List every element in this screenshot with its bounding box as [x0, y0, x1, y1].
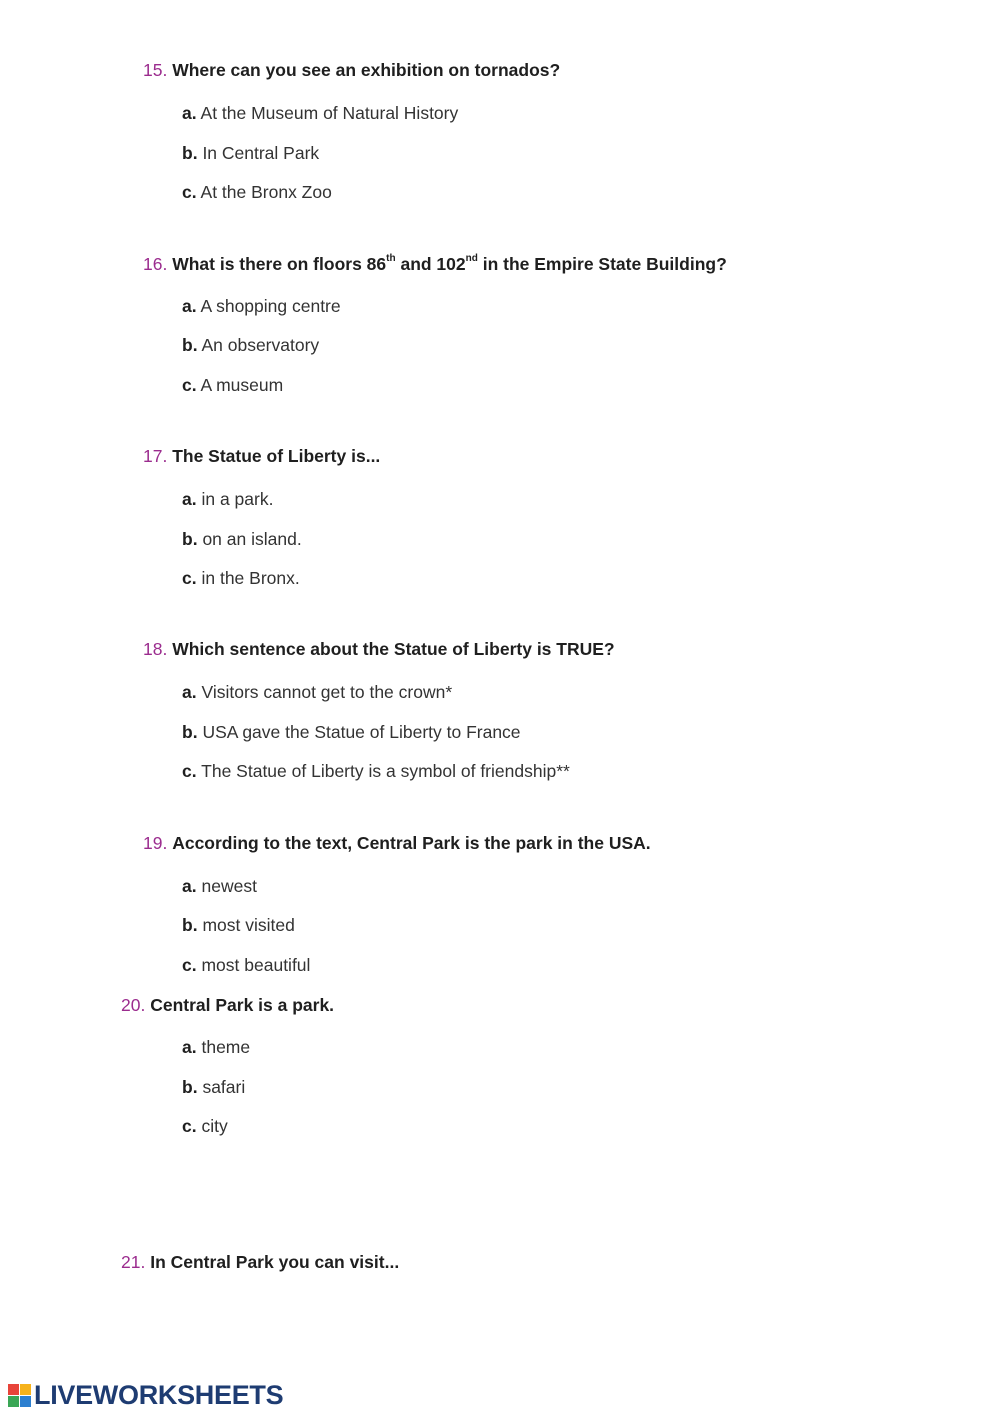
answer-option-20b[interactable]	[182, 1077, 245, 1097]
answer-option-17c[interactable]	[182, 568, 300, 588]
option-letter: c.	[182, 1116, 197, 1136]
option-text: safari	[202, 1077, 246, 1097]
option-letter: b.	[182, 335, 198, 355]
answer-option-16b[interactable]	[182, 335, 319, 355]
question-number: 16.	[143, 254, 168, 274]
option-letter: b.	[182, 529, 198, 549]
question-text: Where can you see an exhibition on tornados?	[172, 60, 561, 80]
question-number: 15.	[143, 60, 168, 80]
option-text: most beautiful	[201, 955, 311, 975]
option-text: The Statue of Liberty is a symbol of friendship**	[201, 761, 570, 781]
answer-option-16c[interactable]	[182, 375, 283, 395]
option-letter: b.	[182, 143, 198, 163]
option-letter: a.	[182, 489, 197, 509]
question-18	[143, 639, 615, 659]
question-text: What is there on floors 86th and 102nd in the Empire State Building?	[172, 253, 727, 274]
option-letter: c.	[182, 375, 197, 395]
question-number: 21.	[121, 1252, 146, 1272]
question-21	[121, 1252, 399, 1272]
brand-name: LIVEWORKSHEETS	[34, 1379, 284, 1410]
option-letter: c.	[182, 182, 197, 202]
option-text: theme	[201, 1037, 251, 1057]
question-number: 18.	[143, 639, 168, 659]
answer-option-19a[interactable]	[182, 876, 257, 896]
question-19	[143, 833, 651, 853]
option-text: A shopping centre	[200, 296, 341, 316]
option-text: At the Bronx Zoo	[200, 182, 332, 202]
answer-option-20c[interactable]	[182, 1116, 228, 1136]
answer-option-18a[interactable]	[182, 682, 452, 702]
option-text: At the Museum of Natural History	[200, 103, 459, 123]
option-text: in the Bronx.	[201, 568, 300, 588]
answer-option-18b[interactable]	[182, 722, 521, 742]
question-20	[121, 995, 334, 1015]
question-text: Which sentence about the Statue of Liberty is TRUE?	[172, 639, 615, 659]
question-number: 20.	[121, 995, 146, 1015]
option-text: Visitors cannot get to the crown*	[201, 682, 453, 702]
question-17	[143, 446, 380, 466]
option-letter: b.	[182, 915, 198, 935]
option-text: An observatory	[201, 335, 320, 355]
answer-option-17b[interactable]	[182, 529, 302, 549]
answer-option-19b[interactable]	[182, 915, 295, 935]
option-letter: a.	[182, 296, 197, 316]
option-text: on an island.	[202, 529, 302, 549]
option-text: city	[201, 1116, 228, 1136]
answer-option-18c[interactable]	[182, 761, 570, 781]
answer-option-17a[interactable]	[182, 489, 273, 509]
option-letter: a.	[182, 1037, 197, 1057]
answer-option-19c[interactable]	[182, 955, 310, 975]
liveworksheets-logo-icon	[8, 1384, 31, 1407]
option-letter: b.	[182, 1077, 198, 1097]
option-letter: a.	[182, 682, 197, 702]
option-text: USA gave the Statue of Liberty to France	[202, 722, 521, 742]
option-letter: c.	[182, 568, 197, 588]
option-text: in a park.	[201, 489, 274, 509]
question-number: 19.	[143, 833, 168, 853]
option-text: A museum	[200, 375, 284, 395]
question-text: According to the text, Central Park is the park in the USA.	[172, 833, 651, 853]
question-16	[143, 254, 727, 274]
option-text: newest	[201, 876, 257, 896]
question-text: The Statue of Liberty is...	[172, 446, 381, 466]
option-letter: c.	[182, 761, 197, 781]
question-number: 17.	[143, 446, 168, 466]
option-text: most visited	[202, 915, 295, 935]
option-text: In Central Park	[202, 143, 320, 163]
option-letter: a.	[182, 876, 197, 896]
answer-option-15b[interactable]	[182, 143, 319, 163]
answer-option-15c[interactable]	[182, 182, 332, 202]
answer-option-20a[interactable]	[182, 1037, 250, 1057]
answer-option-16a[interactable]	[182, 296, 341, 316]
answer-option-15a[interactable]	[182, 103, 458, 123]
option-letter: a.	[182, 103, 197, 123]
question-text: In Central Park you can visit...	[150, 1252, 400, 1272]
option-letter: b.	[182, 722, 198, 742]
question-text: Central Park is a park.	[150, 995, 335, 1015]
question-15	[143, 60, 560, 80]
liveworksheets-logo[interactable]	[8, 1381, 283, 1409]
option-letter: c.	[182, 955, 197, 975]
